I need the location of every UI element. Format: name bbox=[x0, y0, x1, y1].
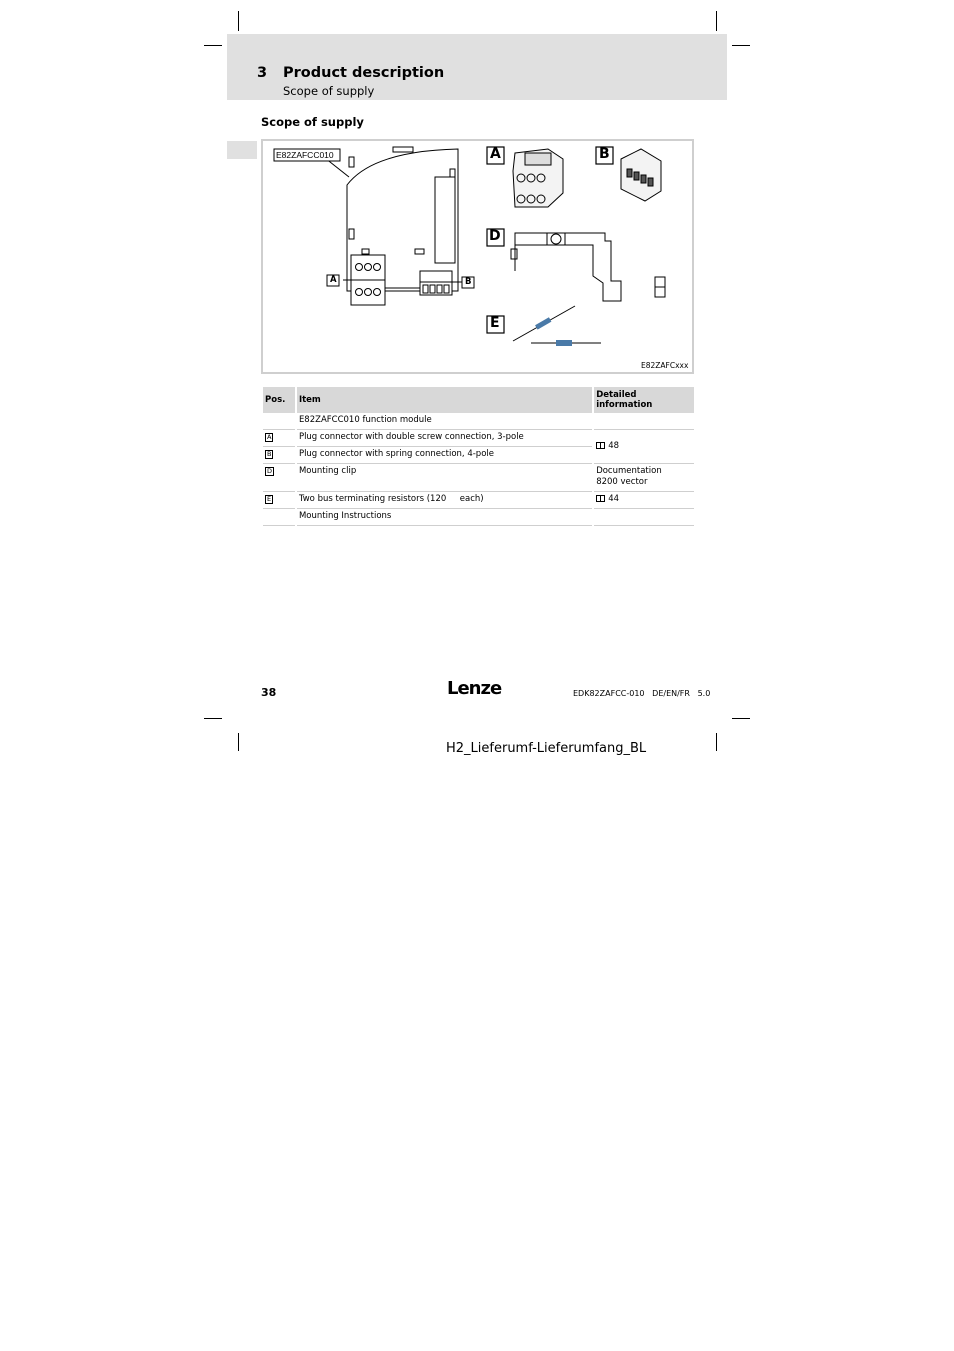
header-item: Item bbox=[297, 387, 592, 413]
cell-item: E82ZAFCC010 function module bbox=[297, 413, 592, 430]
cell-item: Plug connector with spring connection, 4-pole bbox=[297, 446, 592, 464]
table-row bbox=[263, 413, 694, 430]
scope-table bbox=[261, 387, 696, 526]
cell-item: Mounting Instructions bbox=[297, 509, 592, 526]
cell-info bbox=[594, 492, 694, 509]
crop-mark bbox=[204, 718, 222, 719]
page-ref: 44 bbox=[608, 494, 620, 504]
info-line: Documentation bbox=[596, 466, 662, 476]
crop-mark bbox=[238, 733, 239, 751]
document-id: EDK82ZAFCC-010 DE/EN/FR 5.0 bbox=[573, 689, 711, 698]
language-tab bbox=[227, 141, 257, 159]
crop-mark bbox=[238, 11, 239, 31]
pos-key-d: D bbox=[267, 467, 273, 475]
cell-info bbox=[594, 413, 694, 430]
file-label: H2_Lieferumf-Lieferumfang_BL bbox=[446, 741, 647, 756]
book-icon bbox=[596, 495, 605, 502]
cell-pos bbox=[263, 430, 295, 446]
info-line: 8200 vector bbox=[596, 477, 648, 487]
cell-pos bbox=[263, 492, 295, 509]
cell-pos bbox=[263, 446, 295, 464]
cell-pos bbox=[263, 464, 295, 492]
module-label: E82ZAFCC010 bbox=[276, 150, 334, 160]
table-row bbox=[263, 430, 694, 446]
lenze-logo: Lenze bbox=[447, 678, 502, 699]
connector-b-drawing bbox=[420, 271, 452, 295]
cell-pos bbox=[263, 509, 295, 526]
crop-mark bbox=[716, 11, 717, 31]
book-icon bbox=[596, 442, 605, 449]
section-title: Scope of supply bbox=[261, 115, 364, 129]
mounting-clip-drawing bbox=[515, 233, 621, 301]
pos-label-e: E bbox=[490, 315, 500, 331]
product-drawing bbox=[263, 141, 696, 376]
crop-mark bbox=[716, 733, 717, 751]
pos-key-b: B bbox=[267, 450, 272, 458]
header-info: Detailed information bbox=[594, 387, 694, 413]
page-ref: 48 bbox=[608, 440, 620, 451]
chapter-number: 3 bbox=[257, 65, 268, 81]
table-row bbox=[263, 509, 694, 526]
cell-info bbox=[594, 430, 694, 464]
crop-mark bbox=[732, 718, 750, 719]
cell-item: Plug connector with double screw connection, 3-pole bbox=[298, 432, 524, 442]
pos-label-a: A bbox=[490, 146, 501, 162]
table-row bbox=[263, 492, 694, 509]
figure-code: E82ZAFCxxx bbox=[641, 361, 689, 370]
crop-mark bbox=[732, 45, 750, 46]
cell-pos bbox=[263, 413, 295, 430]
crop-mark bbox=[204, 45, 222, 46]
page-number: 38 bbox=[261, 686, 277, 699]
pos-label-d: D bbox=[489, 228, 501, 244]
pos-key-a: A bbox=[267, 433, 272, 441]
table-row bbox=[263, 464, 694, 492]
cell-info bbox=[594, 509, 694, 526]
cell-info bbox=[594, 464, 694, 492]
chapter-title: Product description bbox=[283, 65, 445, 81]
callout-b: B bbox=[465, 277, 472, 287]
cell-item: Mounting clip bbox=[297, 464, 592, 492]
cell-item: Two bus terminating resistors (120 each) bbox=[297, 492, 592, 509]
scope-of-supply-figure bbox=[261, 139, 694, 374]
callout-a: A bbox=[330, 275, 337, 285]
header-pos: Pos. bbox=[263, 387, 295, 413]
pos-key-e: E bbox=[267, 495, 272, 503]
pos-label-b: B bbox=[599, 146, 610, 162]
table-header-row bbox=[263, 387, 694, 413]
chapter-subtitle: Scope of supply bbox=[283, 84, 375, 98]
